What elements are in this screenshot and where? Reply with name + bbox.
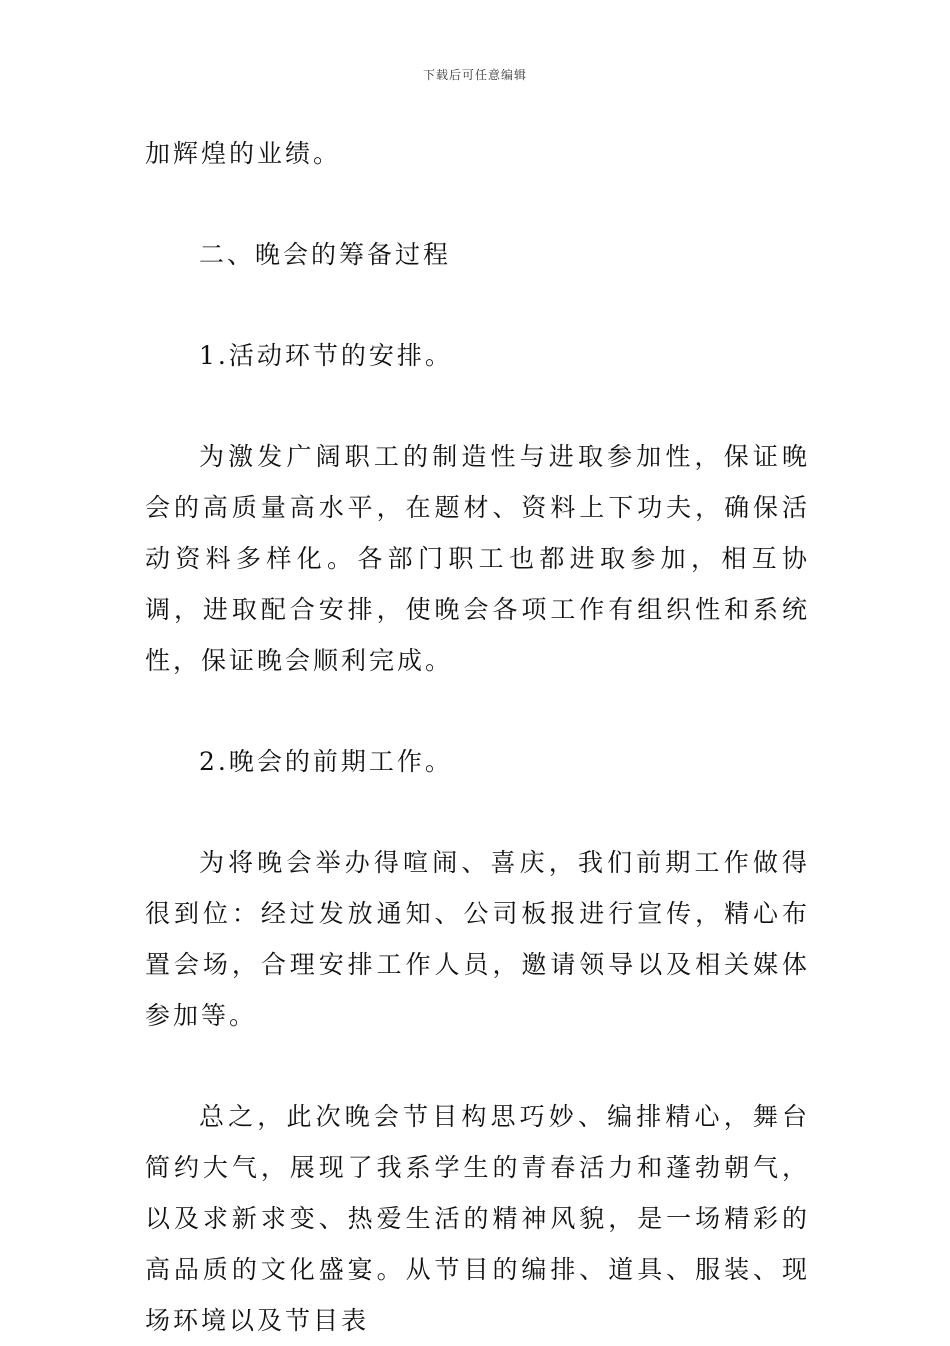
- paragraph-spacer: [145, 1041, 810, 1091]
- body-paragraph: 为激发广阔职工的制造性与进取参加性，保证晚会的高质量高水平，在题材、资料上下功夫，确保活动资料多样化。各部门职工也都进取参加，相互协调，进取配合安排，使晚会各项工作有组织性和系统性，保证晚会顺利完成。: [145, 442, 810, 675]
- document-body: [145, 128, 810, 1346]
- page-header-note: 下载后可任意编辑: [422, 68, 527, 82]
- body-paragraph: 总之，此次晚会节目构思巧妙、编排精心，舞台简约大气，展现了我系学生的青春活力和蓬勃朝气，以及求新求变、热爱生活的精神风貌，是一场精彩的高品质的文化盛宴。从节目的编排、道具、服装、现场环境以及节目表: [145, 1102, 810, 1335]
- paragraph-spacer: [145, 381, 810, 431]
- body-paragraph: 为将晚会举办得喧闹、喜庆，我们前期工作做得很到位：经过发放通知、公司板报进行宣传，精心布置会场，合理安排工作人员，邀请领导以及相关媒体参加等。: [145, 848, 810, 1030]
- paragraph-spacer: [145, 179, 810, 229]
- subsection-heading: 2.晚会的前期工作。: [199, 747, 453, 776]
- paragraph-spacer: [145, 787, 810, 837]
- paragraph-spacer: [145, 280, 810, 330]
- paragraph-continuation: 加辉煌的业绩。: [145, 139, 342, 168]
- paragraph-spacer: [145, 686, 810, 736]
- subsection-heading: 1.活动环节的安排。: [199, 341, 453, 370]
- section-heading: 二、晚会的筹备过程: [199, 240, 452, 269]
